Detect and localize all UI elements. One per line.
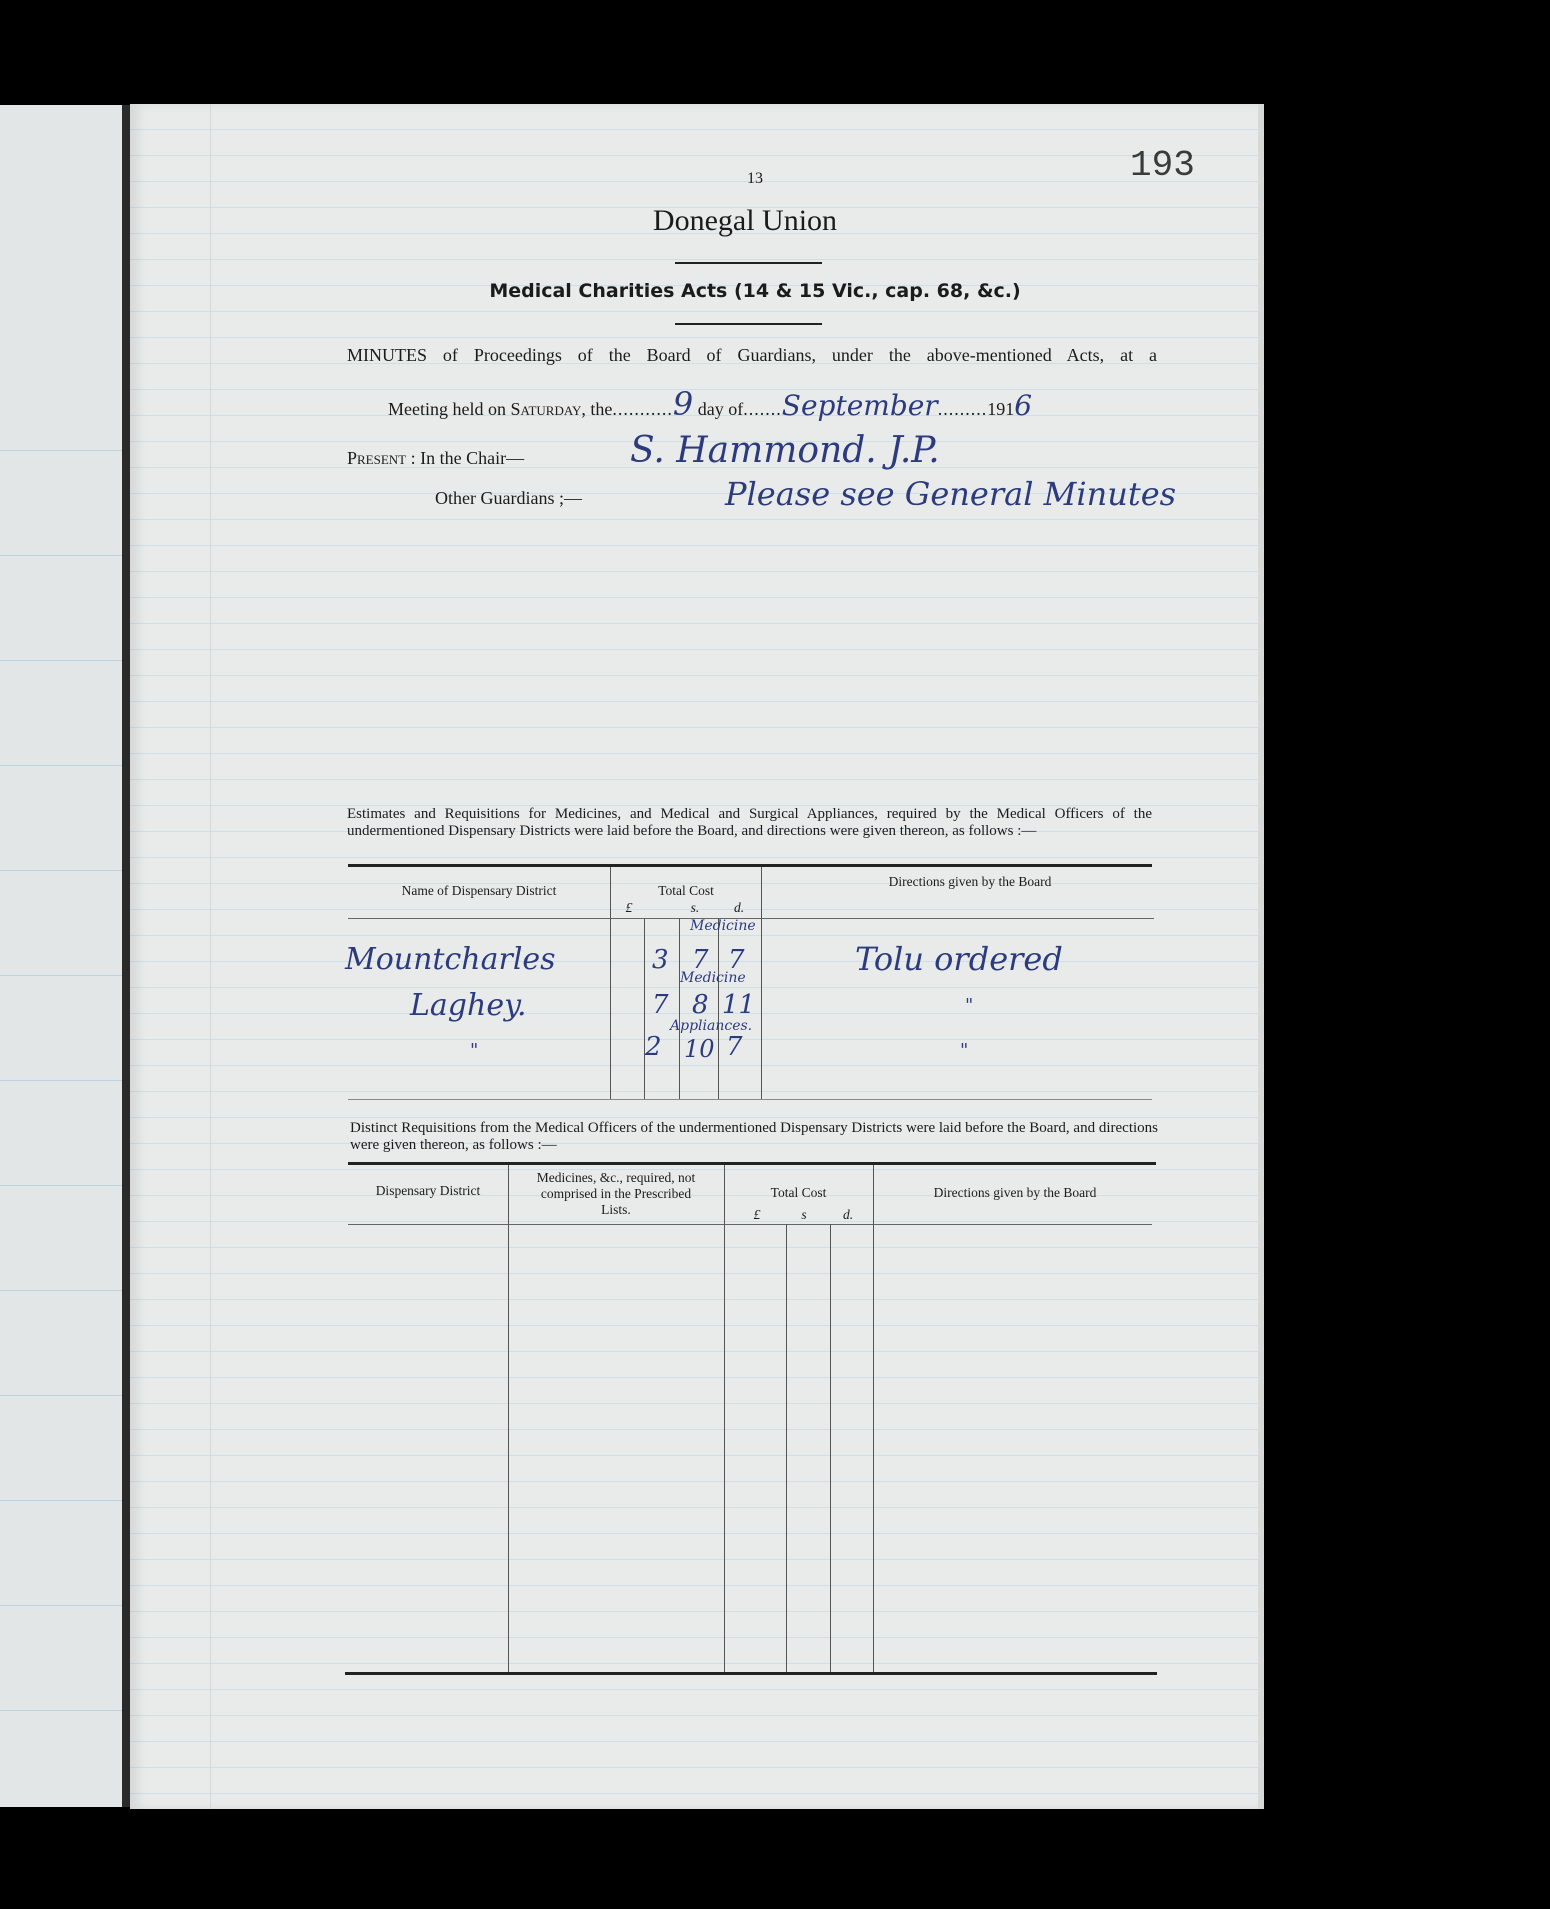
handwritten-pence: 11	[722, 990, 756, 1020]
year-prefix: 191	[987, 399, 1015, 419]
header-total-cost: Total Cost	[770, 1185, 827, 1200]
header-pounds: £	[753, 1207, 761, 1222]
handwritten-pence: 7	[726, 1032, 743, 1062]
union-title: Donegal Union	[652, 204, 838, 237]
handwritten-note: Medicine	[680, 970, 746, 986]
handwritten-pounds: 7	[652, 990, 669, 1020]
handwritten-direction: "	[965, 995, 974, 1016]
handwritten-shillings: 10	[684, 1035, 715, 1063]
dots: ...........	[612, 399, 673, 419]
weekday-label: Saturday	[510, 399, 582, 419]
minutes-line: MINUTES of Proceedings of the Board of Guardians, under the above-mentioned Acts, at a	[347, 345, 1157, 365]
handwritten-chair: S. Hammond. J.P.	[630, 430, 940, 471]
in-the-chair-label: : In the Chair—	[410, 448, 525, 468]
handwritten-year: 6	[1014, 389, 1033, 422]
header-directions: Directions given by the Board	[888, 874, 1052, 889]
margin-line	[210, 104, 211, 1809]
handwritten-note: Appliances.	[670, 1018, 753, 1034]
title-rule-bottom	[675, 323, 822, 325]
handwritten-pounds: 3	[652, 945, 669, 975]
header-shillings: s	[801, 1207, 807, 1222]
header-pence: d.	[733, 900, 745, 915]
distinct-col-divider	[786, 1224, 787, 1675]
dots: .......	[743, 399, 782, 419]
present-label: Present	[347, 448, 407, 468]
distinct-col-divider	[873, 1165, 874, 1675]
estimates-col-divider	[718, 918, 719, 1099]
header-district: Name of Dispensary District	[401, 883, 557, 898]
handwritten-district: "	[470, 1040, 479, 1061]
dots: .........	[937, 399, 988, 419]
handwritten-pounds: 2	[645, 1032, 662, 1062]
handwritten-other-guardians: Please see General Minutes	[725, 475, 1177, 513]
header-medicines: Medicines, &c., required, not comprised in the Prescribed Lists.	[536, 1170, 696, 1217]
distinct-table-bottom-rule	[345, 1672, 1157, 1675]
handwritten-shillings: 7	[692, 945, 709, 975]
header-total-cost: Total Cost	[658, 883, 714, 898]
distinct-table-top-rule	[348, 1162, 1156, 1165]
handwritten-district: Laghey.	[410, 988, 527, 1023]
handwritten-pence: 7	[728, 945, 745, 975]
handwritten-shillings: 8	[692, 990, 709, 1020]
distinct-col-divider	[830, 1224, 831, 1675]
the-label: , the	[581, 399, 613, 419]
handwritten-month: September	[781, 389, 938, 422]
estimates-intro: Estimates and Requisitions for Medicines, and Medical and Surgical Appliances, required by the Medical Officers of the undermentioned Dispensary Districts were laid before the Board, and directions were given thereon, as follows :—	[347, 806, 1152, 839]
header-pence: d.	[842, 1207, 854, 1222]
other-guardians-label: Other Guardians ;—	[435, 488, 582, 508]
distinct-col-divider	[724, 1165, 725, 1675]
handwritten-direction: "	[960, 1040, 969, 1061]
handwritten-day: 9	[672, 385, 694, 423]
acts-heading: Medical Charities Acts (14 & 15 Vic., cap. 68, &c.)	[489, 280, 1021, 302]
distinct-intro: Distinct Requisitions from the Medical Officers of the undermentioned Dispensary Districts were laid before the Board, and directions were given thereon, as follows :—	[350, 1120, 1158, 1153]
estimates-col-divider	[644, 918, 645, 1099]
handwritten-district: Mountcharles	[345, 942, 556, 977]
page-edge	[1258, 104, 1264, 1809]
left-page	[0, 105, 124, 1807]
header-shillings: s.	[690, 900, 700, 915]
title-rule-top	[675, 262, 822, 264]
folio-number: 13	[747, 170, 763, 187]
distinct-header-rule	[348, 1224, 1152, 1225]
header-pounds: £	[625, 900, 633, 915]
estimates-col-divider	[610, 867, 611, 1099]
estimates-table-top-rule	[348, 864, 1152, 867]
present-line	[347, 448, 524, 469]
handwritten-note: Medicine	[690, 918, 756, 934]
page-number-stamp: 193	[1130, 145, 1195, 186]
estimates-col-divider	[679, 918, 680, 1099]
meeting-prefix: Meeting held on	[388, 399, 506, 419]
header-dispensary-district: Dispensary District	[375, 1183, 481, 1198]
day-of-label: day of	[697, 399, 744, 419]
meeting-date-line	[388, 385, 1032, 423]
book-gutter	[122, 105, 130, 1807]
distinct-col-divider	[508, 1165, 509, 1675]
handwritten-direction: Tolu ordered	[855, 940, 1063, 978]
header-directions: Directions given by the Board	[933, 1185, 1097, 1200]
estimates-col-divider	[761, 867, 762, 1099]
estimates-table-bottom-rule	[348, 1099, 1152, 1100]
